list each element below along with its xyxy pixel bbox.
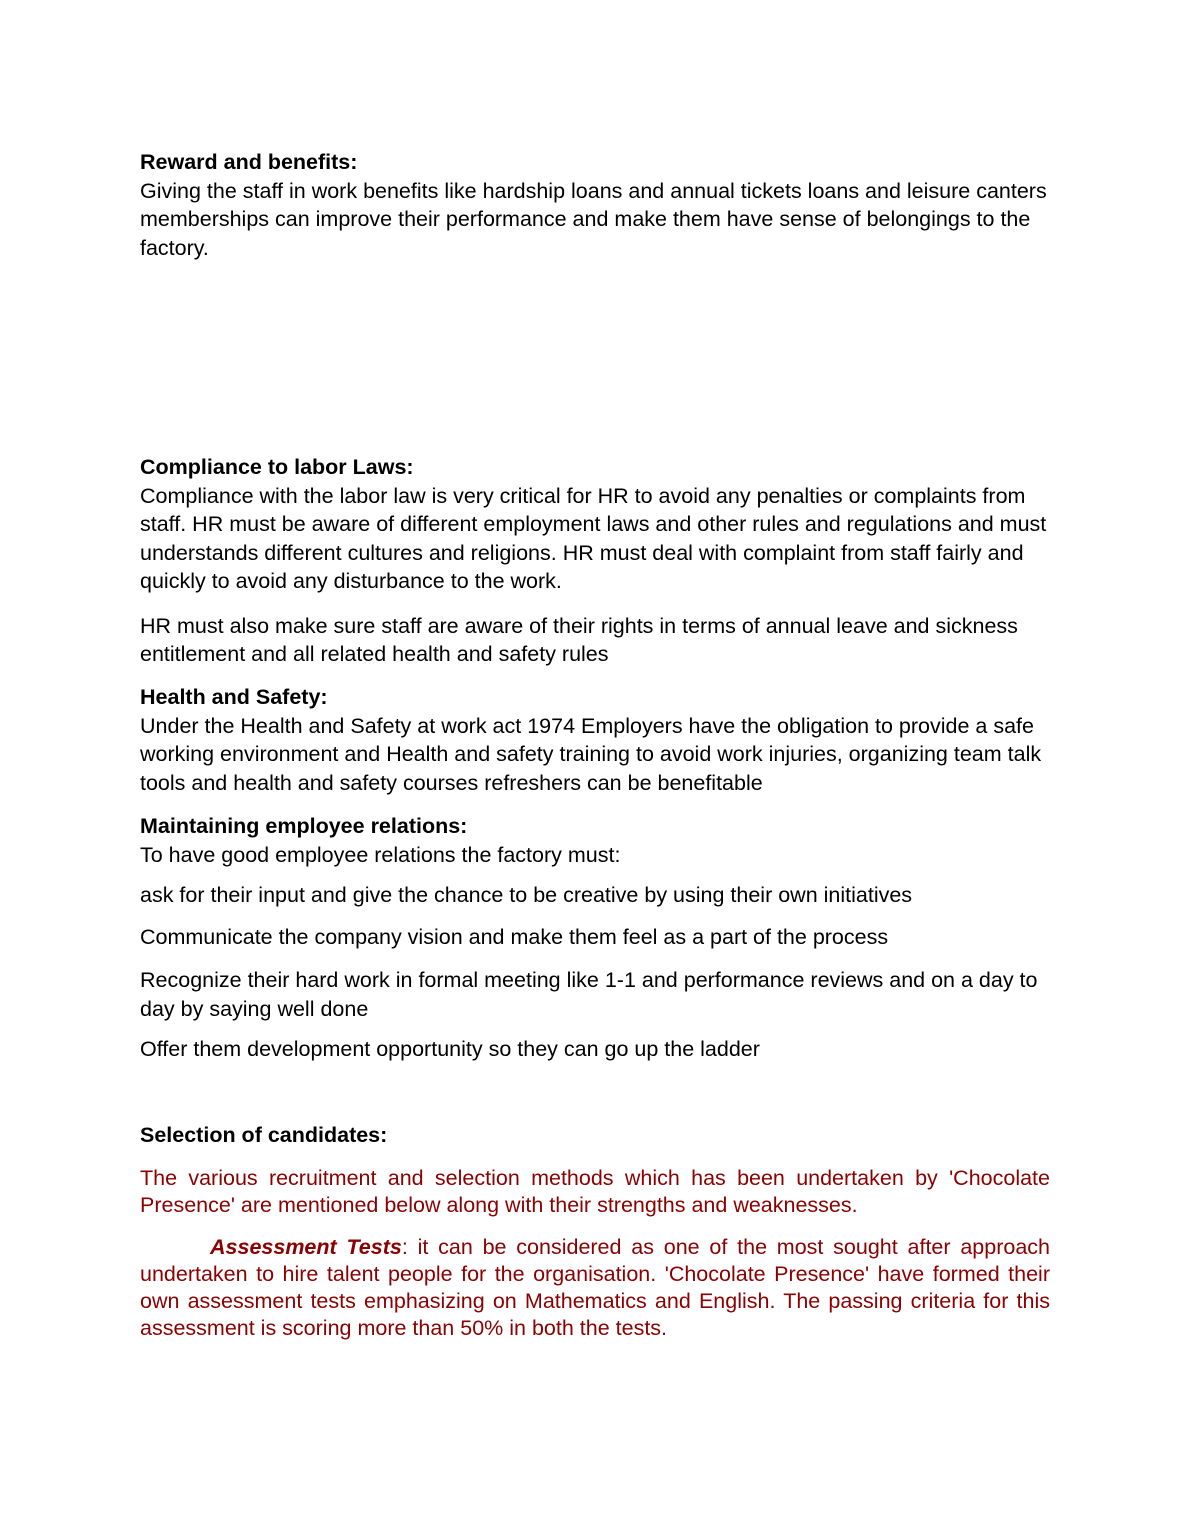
selection-heading: Selection of candidates: xyxy=(140,1123,388,1147)
compliance-section xyxy=(140,453,1050,669)
reward-body: Giving the staff in work benefits like hardship loans and annual tickets loans and leisure canters memberships can improve their performance and make them have sense of belongings to the factory. xyxy=(140,178,1047,260)
employee-relations-point-4: Offer them development opportunity so they can go up the ladder xyxy=(140,1037,760,1061)
employee-relations-point-3: Recognize their hard work in formal meeting like 1-1 and performance reviews and on a day to day by saying well done xyxy=(140,968,1038,1021)
employee-relations-section xyxy=(140,812,1050,869)
compliance-body-2: HR must also make sure staff are aware of their rights in terms of annual leave and sickness entitlement and all related health and safety rules xyxy=(140,613,1018,666)
assessment-tests-paragraph xyxy=(140,1234,1050,1342)
employee-relations-point-1: ask for their input and give the chance to be creative by using their own initiatives xyxy=(140,883,913,907)
assessment-tests-block xyxy=(140,1234,1050,1342)
health-safety-heading: Health and Safety: xyxy=(140,685,328,709)
selection-section xyxy=(140,1121,1050,1150)
employee-relations-point xyxy=(140,1035,1050,1064)
assessment-tests-body: : it can be considered as one of the most sought after approach undertaken to hire talent people for the organisation. 'Chocolate Presence' have formed their own assessment tests emphasizing on Mathematics and English. The passing criteria for this assessment is scoring more than 50% in both the tests. xyxy=(140,1235,1050,1340)
employee-relations-point-2: Communicate the company vision and make them feel as a part of the process xyxy=(140,925,889,949)
compliance-body-1: Compliance with the labor law is very critical for HR to avoid any penalties or complaints from staff. HR must be aware of different employment laws and other rules and regulations and must understands different cultures and religions. HR must deal with complaint from staff fairly and quickly to avoid any disturbance to the work. xyxy=(140,483,1047,593)
employee-relations-heading: Maintaining employee relations: xyxy=(140,814,468,838)
employee-relations-point xyxy=(140,881,1050,910)
selection-intro-block xyxy=(140,1165,1050,1219)
reward-heading: Reward and benefits: xyxy=(140,150,358,174)
reward-section xyxy=(140,148,1050,262)
assessment-tests-term: Assessment Tests xyxy=(210,1235,402,1259)
health-safety-body: Under the Health and Safety at work act 1974 Employers have the obligation to provide a safe working environment and Health and safety training to avoid work injuries, organizing team talk tools and health and safety courses refreshers can be benefitable xyxy=(140,713,1042,795)
selection-intro: The various recruitment and selection methods which has been undertaken by 'Chocolate Presence' are mentioned below along with their strengths and weaknesses. xyxy=(140,1166,1050,1217)
employee-relations-intro: To have good employee relations the factory must: xyxy=(140,842,621,867)
employee-relations-point xyxy=(140,923,1050,952)
compliance-heading: Compliance to labor Laws: xyxy=(140,455,414,479)
employee-relations-point xyxy=(140,966,1050,1023)
health-safety-section xyxy=(140,683,1050,797)
